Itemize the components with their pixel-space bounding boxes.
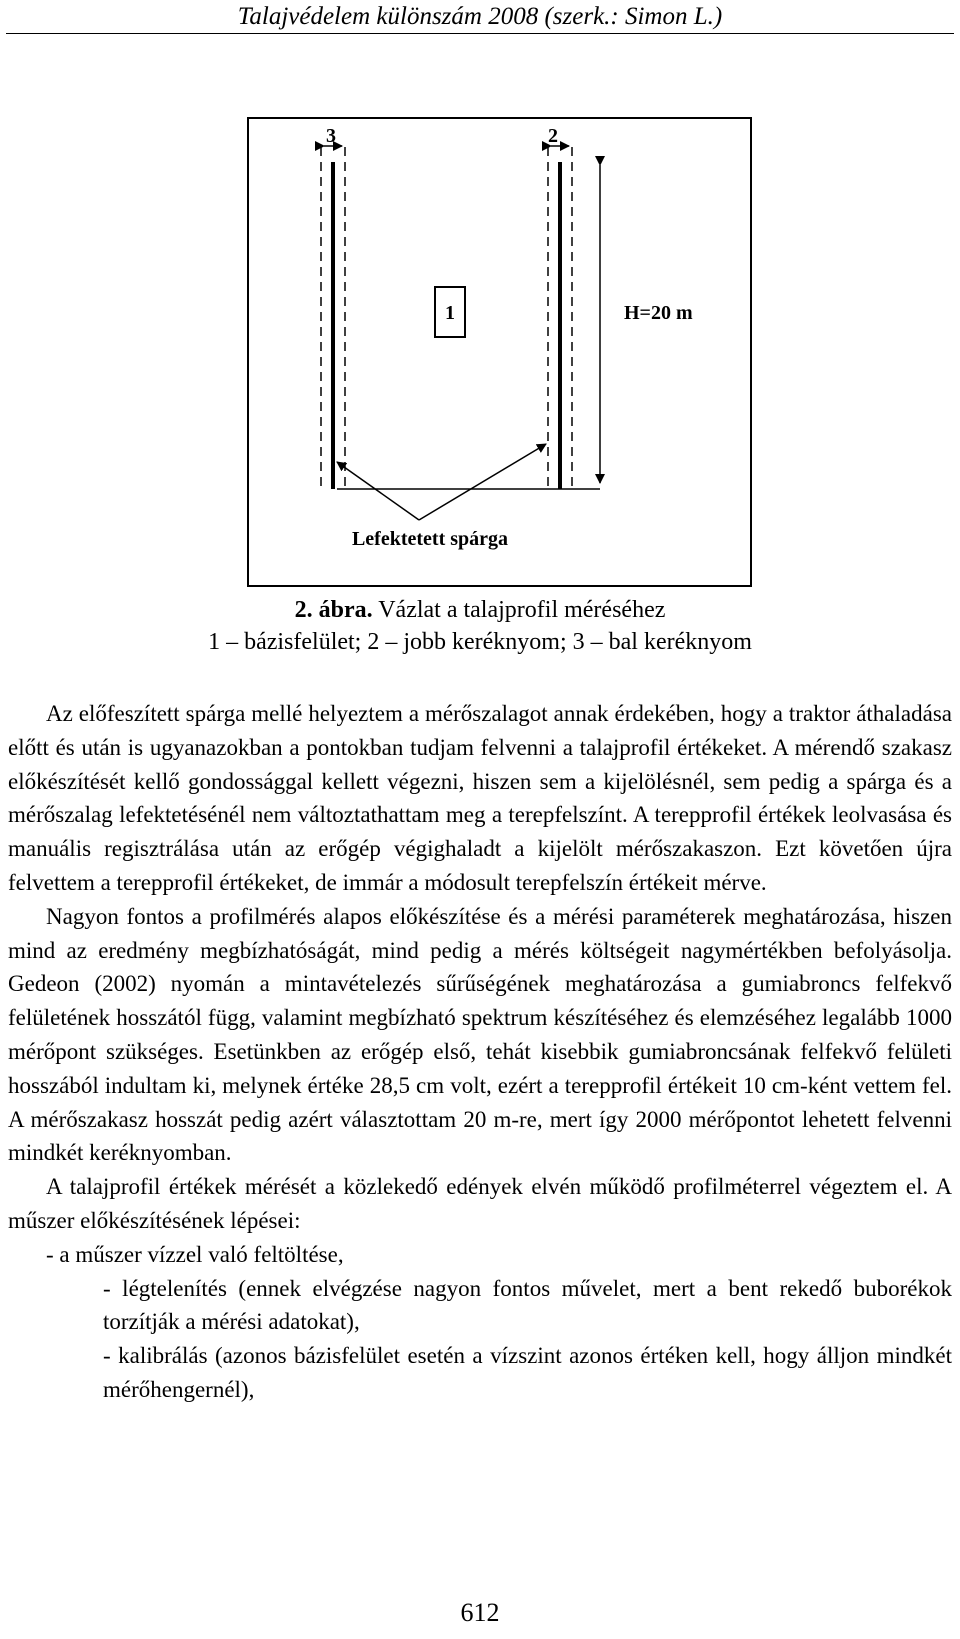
figure-title: Vázlat a talajprofil méréséhez: [378, 597, 666, 623]
running-header: Talajvédelem különszám 2008 (szerk.: Simon L.): [237, 3, 723, 30]
page-number: 612: [460, 1598, 500, 1627]
figure-caption-title: [0, 596, 960, 624]
label-base-surface: 1: [445, 302, 455, 324]
string-pointer-right: [419, 444, 546, 520]
figure-caption-legend: 1 – bázisfelület; 2 – jobb keréknyom; 3 – bal keréknyom: [208, 629, 752, 655]
laid-string-label: Lefektetett spárga: [351, 528, 509, 550]
paragraph-3: A talajprofil értékek mérését a közlekedő edények elvén működő profilméterrel végeztem el. A műszer előkészítésének lépései:: [8, 1174, 952, 1233]
list-item-fill: - a műszer vízzel való feltöltése,: [46, 1241, 344, 1267]
label-right-track: 2: [548, 125, 558, 147]
list-item-deaeration: - légtelenítés (ennek elvégzése nagyon fontos művelet, mert a bent rekedő buborékok torzítják a mérési adatokat),: [103, 1275, 952, 1335]
string-pointer-left: [337, 462, 419, 520]
header-divider: [6, 33, 954, 34]
figure-number: 2. ábra.: [294, 597, 373, 623]
list-item-calibration: - kalibrálás (azonos bázisfelület esetén a vízszint azonos értéken kell, hogy álljon mindkét mérőhengernél),: [103, 1343, 952, 1402]
label-left-track: 3: [326, 125, 336, 147]
figure-sketch: [247, 117, 752, 587]
height-label: H=20 m: [624, 302, 693, 324]
figure-frame: [248, 118, 751, 586]
paragraph-2: Nagyon fontos a profilmérés alapos előkészítése és a mérési paraméterek meghatározása, hiszen mind az eredmény megbízhatóságát, mind pedig a mérés költségeit nagymértékben befolyásolja. Gedeon (2002) nyomán a mintavételezés sűrűségének meghatározása a gumiabroncs felfekvő felületének hosszától függ, valamint megbízható spektrum készítéséhez és elemzéséhez legalább 1000 mérőpont szükséges. Esetünkben az erőgép első, tehát kisebbik gumiabroncsának felfekvő felületi hosszából indultam ki, melynek értéke 28,5 cm volt, ezért a terepprofil értékeit 10 cm-ként vettem fel. A mérőszakasz hosszát pedig azért választottam 20 m-re, mert így 2000 mérőpontot lehetett felvenni mindkét keréknyomban.: [8, 903, 952, 1166]
body-text: [8, 697, 952, 1407]
sketch-diagram: [247, 117, 752, 587]
paragraph-1: Az előfeszített spárga mellé helyeztem a mérőszalagot annak érdekében, hogy a traktor áthaladása előtt és után is ugyanazokban a pontokban tudjam felvenni a talajprofil értékeket. A mérendő szakasz előkészítését kellő gondossággal kellett végezni, hiszen sem a kijelölésnél, sem pedig a spárga és a mérőszalag lefektetésénél nem változtathattam meg a terepfelszínt. A terepprofil értékek leolvasása és manuális regisztrálása után az erőgép végighaladt a kijelölt mérőszakaszon. Ezt követően újra felvettem a terepprofil értékeket, de immár a módosult terepfelszín értékeit mérve.: [8, 701, 952, 895]
